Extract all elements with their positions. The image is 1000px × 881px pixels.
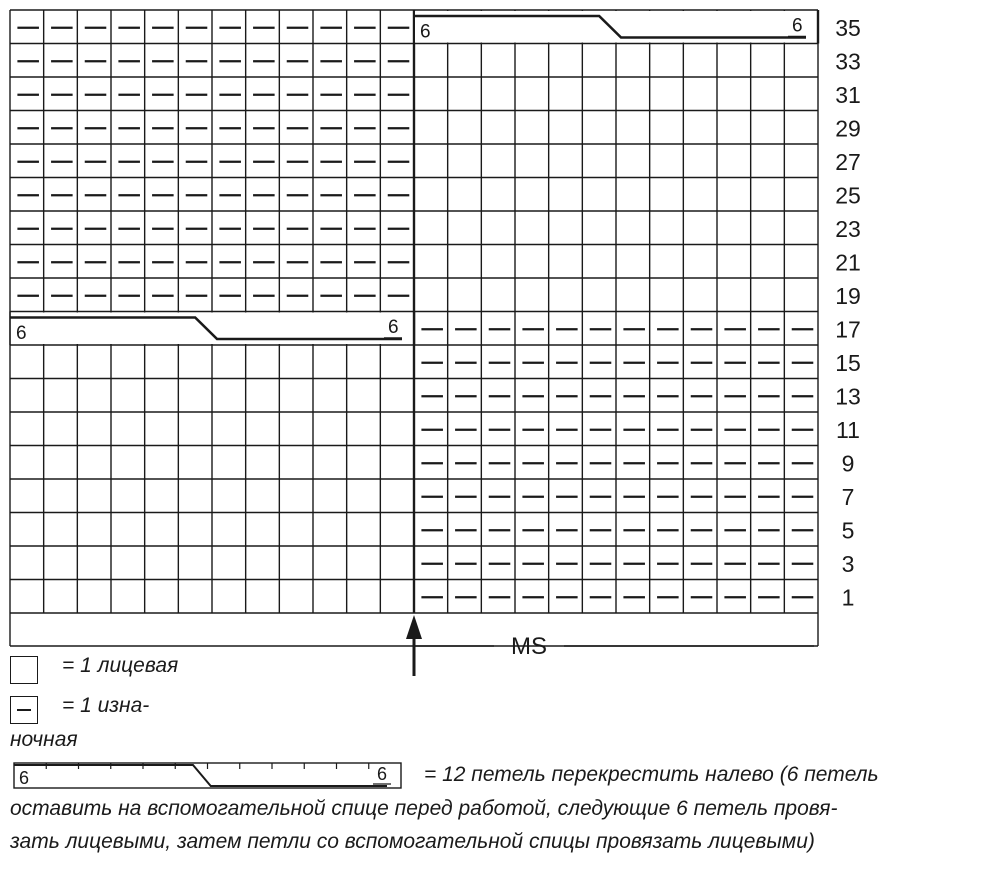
row-label: 31: [835, 81, 861, 108]
row-label: 13: [835, 383, 861, 410]
legend-purl-dash: [17, 709, 31, 711]
legend-cable-text-line3: зать лицевыми, затем петли со вспомогательной спицы провязать лицевыми): [10, 830, 815, 853]
cable-end-label: 6: [792, 15, 803, 37]
row-label: 11: [836, 416, 860, 443]
row-label: 7: [841, 483, 855, 510]
row-label: 29: [835, 115, 861, 142]
row-label: 9: [841, 450, 855, 477]
legend-cable-text-line1: = 12 петель перекрестить налево (6 петель: [424, 763, 879, 786]
legend-purl-symbol: [10, 696, 38, 724]
row-label: 1: [841, 584, 855, 611]
row-label: 3: [841, 550, 855, 577]
cable-start-label: 6: [16, 323, 27, 344]
legend-purl-text: = 1 изна-: [62, 694, 150, 717]
row-label: 17: [835, 316, 861, 343]
legend-cable-text-line2: оставить на вспомогательной спице перед работой, следующие 6 петель провя-: [10, 797, 838, 820]
legend-cable-start-label: 6: [19, 768, 30, 788]
row-label: 23: [835, 215, 861, 242]
legend-cable-end-label: 6: [377, 764, 388, 784]
row-label: 35: [835, 14, 861, 41]
cable-end-label: 6: [388, 317, 399, 338]
row-label: 25: [835, 182, 861, 209]
row-label: 15: [835, 349, 861, 376]
legend-knit-symbol: [10, 656, 38, 684]
ms-label: MS: [511, 633, 547, 660]
row-label: 5: [841, 517, 855, 544]
row-label: 27: [835, 148, 861, 175]
legend-purl-text-cont: ночная: [10, 728, 78, 751]
row-label: 21: [835, 249, 861, 276]
legend-knit-text: = 1 лицевая: [62, 654, 179, 677]
cable-start-label: 6: [420, 21, 431, 43]
row-label: 19: [835, 282, 861, 309]
row-label: 33: [835, 48, 861, 75]
